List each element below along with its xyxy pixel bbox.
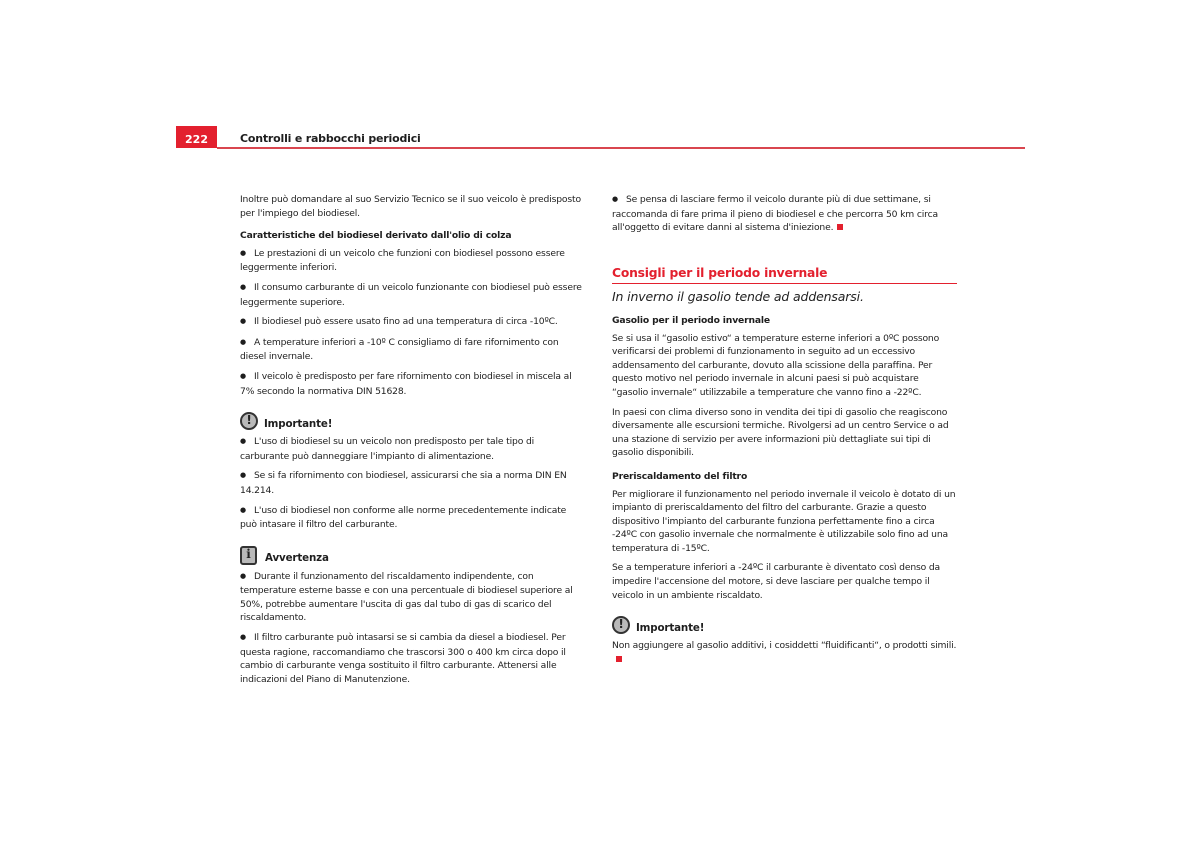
list-item: ● Se si fa rifornimento con biodiesel, assicurarsi che sia a norma DIN EN 14.214. <box>240 469 585 497</box>
important-note-text <box>612 639 957 666</box>
page-number: 222 <box>176 126 217 148</box>
exclamation-circle-icon: ! <box>240 412 258 430</box>
filter-preheating-heading: Preriscaldamento del filtro <box>612 470 748 482</box>
right-column <box>612 193 957 672</box>
important-note-title: Importante! <box>636 622 705 635</box>
exclamation-circle-icon: ! <box>612 616 630 634</box>
continued-bullet-text: Se pensa di lasciare fermo il veicolo durante più di due settimane, si raccomanda di fare prima il pieno di biodiesel e che percorra 50 km circa all'oggetto di evitare danni al sistema d'iniezione. <box>612 194 938 234</box>
list-item: ● Le prestazioni di un veicolo che funzioni con biodiesel possono essere leggermente inferiori. <box>240 247 585 275</box>
intro-paragraph: Inoltre può domandare al suo Servizio Tecnico se il suo veicolo è predisposto per l'impiego del biodiesel. <box>240 194 581 219</box>
paragraph: In paesi con clima diverso sono in vendita dei tipi di gasolio che reagiscono diversamente alle escursioni termiche. Rivolgersi ad un centro Service o ad una stazione di servizio per avere informazioni più dettagliate sui tipi di gasolio disponibili. <box>612 406 949 459</box>
list-item: ● L'uso di biodiesel su un veicolo non predisposto per tale tipo di carburante può danneggiare l'impianto di alimentazione. <box>240 435 585 463</box>
info-icon: i <box>240 546 257 565</box>
important-note-heading <box>612 617 957 638</box>
important-note-title: Importante! <box>264 418 333 431</box>
list-item: ● Il filtro carburante può intasarsi se si cambia da diesel a biodiesel. Per questa ragione, raccomandiamo che trascorsi 300 o 400 km circa dopo il cambio di carburante venga sostituito il filtro carburante. Attenersi alle indicazioni del Piano di Manutenzione. <box>240 631 585 686</box>
list-item: ● Il veicolo è predisposto per fare rifornimento con biodiesel in miscela al 7% secondo la normativa DIN 51628. <box>240 370 585 398</box>
list-item: ● L'uso di biodiesel non conforme alle norme precedentemente indicate può intasare il filtro del carburante. <box>240 504 585 532</box>
paragraph: Se si usa il “gasolio estivo“ a temperature esterne inferiori a 0ºC possono verificarsi dei problemi di funzionamento in seguito ad un eccessivo addensamento del carburante, dovuto alla scissione della paraffina. Per questo motivo nel periodo invernale in alcuni paesi si può acquistare “gasolio invernale“ utilizzabile a temperature che vanno fino a -22ºC. <box>612 332 940 398</box>
warning-note-title: Avvertenza <box>265 552 329 565</box>
list-item: ● A temperature inferiori a -10º C consigliamo di fare rifornimento con diesel invernale. <box>240 336 585 364</box>
list-item: ● Il consumo carburante di un veicolo funzionante con biodiesel può essere leggermente superiore. <box>240 281 585 309</box>
winter-diesel-heading: Gasolio per il periodo invernale <box>612 314 771 326</box>
warning-note-heading <box>240 547 585 569</box>
chapter-title: Controlli e rabbocchi periodici <box>240 132 421 145</box>
list-item: ● Il biodiesel può essere usato fino ad una temperatura di circa -10ºC. <box>240 315 585 330</box>
important-note-body: Non aggiungere al gasolio additivi, i cosiddetti “fluidificanti“, o prodotti simili. <box>612 640 957 652</box>
important-note-heading <box>240 413 585 434</box>
list-item <box>612 193 957 235</box>
paragraph: Per migliorare il funzionamento nel periodo invernale il veicolo è dotato di un impianto di preriscaldamento del filtro del carburante. Grazie a questo dispositivo l'impianto del carburante funziona perfettamente fino a circa -24ºC con gasolio invernale che normalmente è utilizzabile solo fino ad una temperatura di -15ºC. <box>612 488 956 554</box>
section-end-marker <box>616 656 622 662</box>
section-title: Consigli per il periodo invernale <box>612 267 957 285</box>
header-divider <box>217 147 1025 149</box>
paragraph: Se a temperature inferiori a -24ºC il carburante è diventato così denso da impedire l'accensione del motore, si deve lasciare per qualche tempo il veicolo in un ambiente riscaldato. <box>612 562 941 601</box>
list-item: ● Durante il funzionamento del riscaldamento indipendente, con temperature esterne basse e con una percentuale di biodiesel superiore al 50%, potrebbe aumentare l'uscita di gas dal tubo di gas di scarico del riscaldamento. <box>240 570 585 625</box>
page-header <box>176 126 1025 148</box>
characteristics-heading: Caratteristiche del biodiesel derivato dall'olio di colza <box>240 230 512 242</box>
section-subtitle: In inverno il gasolio tende ad addensarsi. <box>612 289 864 305</box>
left-column <box>240 193 585 692</box>
section-end-marker <box>837 224 843 230</box>
